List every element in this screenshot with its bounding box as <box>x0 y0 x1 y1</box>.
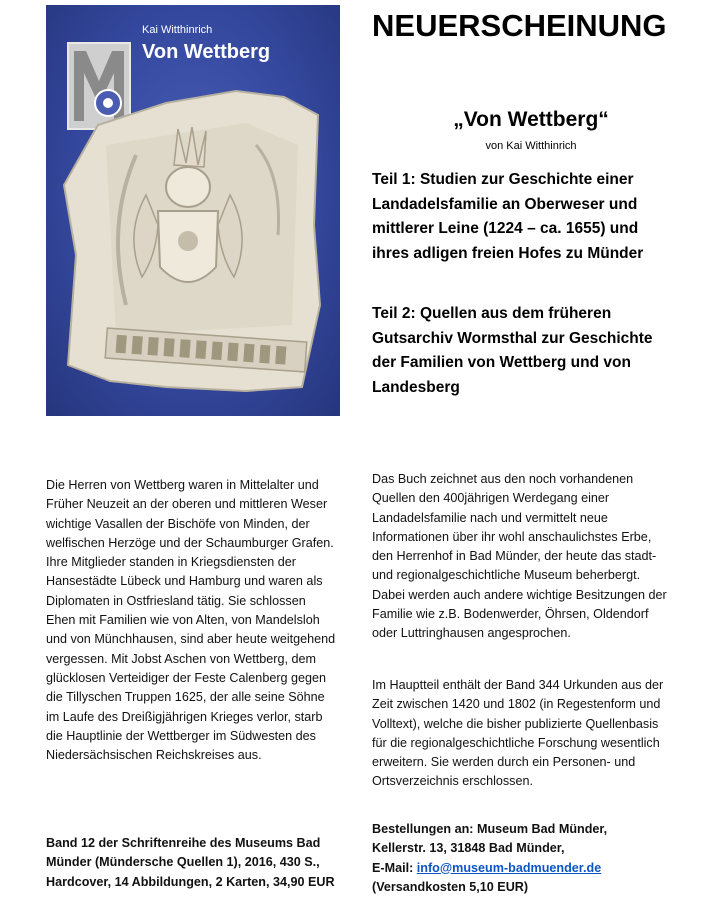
museum-logo-icon <box>68 43 130 129</box>
shipping-cost: (Versandkosten 5,10 EUR) <box>372 879 529 894</box>
email-line <box>372 859 672 878</box>
series-info: Band 12 der Schriftenreihe des Museums Bad Münder (Mündersche Quellen 1), 2016, 430 S., Hardcover, 14 Abbildungen, 2 Karten, 34,90 EUR <box>46 836 335 889</box>
book-title: „Von Wettberg“ <box>453 108 609 131</box>
order-line-2: Kellerstr. 13, 31848 Bad Münder, <box>372 841 565 856</box>
cover-title: Von Wettberg <box>142 41 271 63</box>
page-headline: NEUERSCHEINUNG <box>372 8 667 43</box>
email-label: E-Mail: <box>372 860 417 875</box>
book-part-1: Teil 1: Studien zur Geschichte einer Landadelsfamilie an Oberweser und mittlerer Leine (1224 – ca. 1655) und ihres adligen freien Hofes zu Münder <box>372 171 644 262</box>
order-line-1: Bestellungen an: Museum Bad Münder, <box>372 822 608 836</box>
book-author: von Kai Witthinrich <box>485 140 577 152</box>
email-link[interactable]: info@museum-badmuender.de <box>416 860 602 875</box>
book-cover-image <box>46 5 340 416</box>
right-paragraph-1: Das Buch zeichnet aus den noch vorhandenen Quellen den 400jährigen Werdegang einer Landadelsfamilie nach und vermittelt neue Informationen über ihr wohl anschaulichstes Erbe, den Herrenhof in Bad Münder, der heute das stadt- und regionalgeschichtliche Museum beherbergt. Dabei werden auch andere wichtige Besitzungen der Familie wie z.B. Bodenwerder, Öhrsen, Oldendorf oder Luttringhausen angesprochen. <box>372 472 667 641</box>
order-info <box>372 820 672 897</box>
book-part-2: Teil 2: Quellen aus dem früheren Gutsarchiv Wormsthal zur Geschichte der Familien von Wettberg und von Landesberg <box>372 305 653 396</box>
cover-author: Kai Witthinrich <box>142 24 213 36</box>
coat-of-arms-stone-icon <box>46 5 340 416</box>
right-paragraph-2: Im Hauptteil enthält der Band 344 Urkunden aus der Zeit zwischen 1420 und 1802 (in Regestenform und Volltext), welche die bisher publizierte Quellenbasis für die regionalgeschichtliche Forschung wesentlich erweitern. Sie werden durch ein Personen- und Ortsverzeichnis erschlossen. <box>372 678 664 789</box>
left-description: Die Herren von Wettberg waren in Mittelalter und Früher Neuzeit an der oberen und mittleren Weser wichtige Vasallen der Bischöfe von Minden, der welfischen Herzöge und der Schaumburger Grafen. Ihre Mitglieder standen in Kriegsdiensten der Hansestädte Lübeck und Hamburg und waren als Diplomaten in Ostfriesland tätig. Sie schlossen Ehen mit Familien wie von Alten, von Mandelsloh und von Münchhausen, sind aber heute weitgehend vergessen. Mit Jobst Aschen von Wettberg, dem glücklosen Verteidiger der Feste Calenberg gegen die Tillyschen Truppen 1625, der alle seine Söhne im Laufe des Dreißigjährigen Krieges verlor, starb die Hauptlinie der Wettberger im Südwesten des Niedersächsischen Reichskreises aus. <box>46 478 336 763</box>
